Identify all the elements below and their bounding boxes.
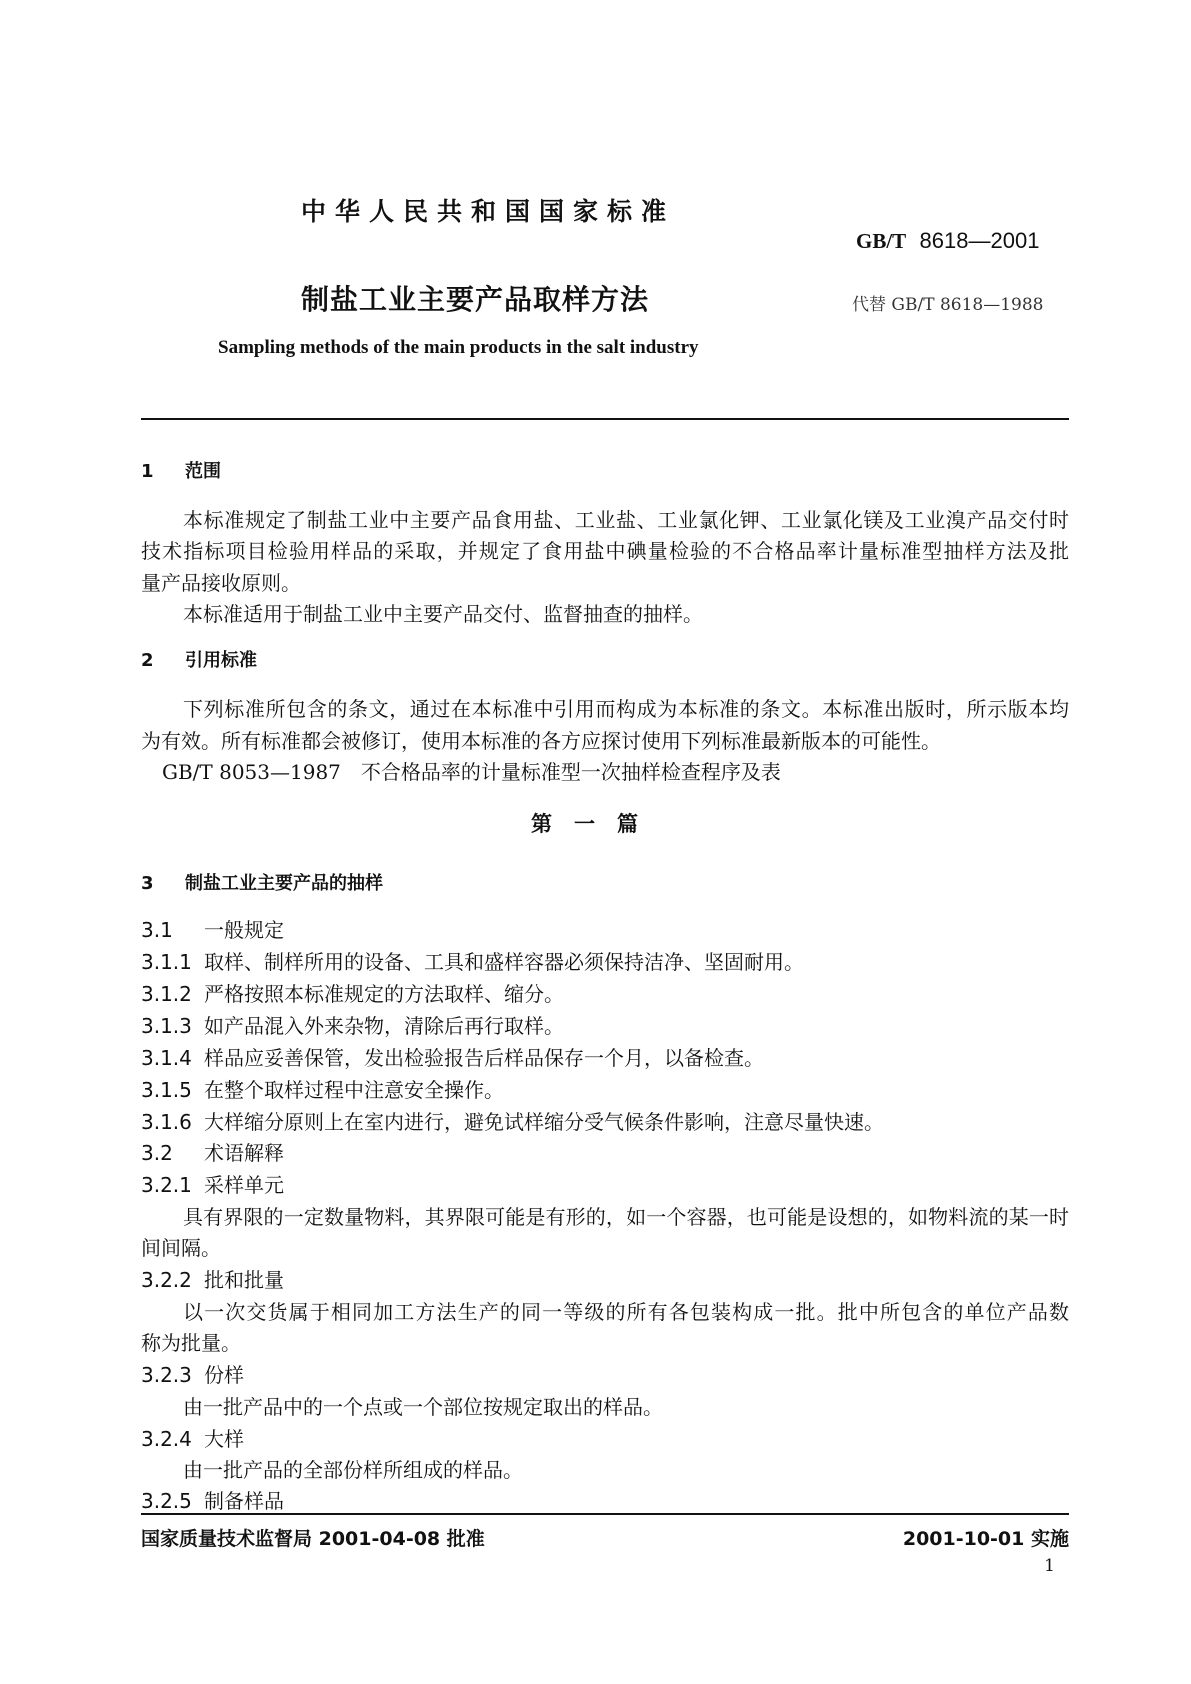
clause-item: 3.2 术语解释 <box>141 1141 284 1165</box>
national-standard-title: 中华人民共和国国家标准 <box>301 197 676 226</box>
clause-item: 3.1.4 样品应妥善保管，发出检验报告后样品保存一个月，以备检查。 <box>141 1046 764 1070</box>
page-number: 1 <box>1044 1556 1055 1576</box>
paragraph-line: 由一批产品中的一个点或一个部位按规定取出的样品。 <box>183 1395 663 1419</box>
reference-standard: GB/T 8053—1987 不合格品率的计量标准型一次抽样检查程序及表 <box>162 760 781 784</box>
paragraph-line: 称为批量。 <box>141 1331 241 1355</box>
clause-item: 3.1.3 如产品混入外来杂物，清除后再行取样。 <box>141 1014 564 1038</box>
approval-date: 国家质量技术监督局 2001-04-08 批准 <box>141 1528 485 1550</box>
section-1-heading: 1 范围 <box>141 461 221 482</box>
clause-item: 3.2.4 大样 <box>141 1427 244 1451</box>
paragraph-line: 本标准规定了制盐工业中主要产品食用盐、工业盐、工业氯化钾、工业氯化镁及工业溴产品交付时 <box>183 508 1069 532</box>
part-heading: 第一篇 <box>531 812 660 836</box>
clause-item: 3.1.6 大样缩分原则上在室内进行，避免试样缩分受气候条件影响，注意尽量快速。 <box>141 1110 884 1134</box>
paragraph-line: 技术指标项目检验用样品的采取，并规定了食用盐中碘量检验的不合格品率计量标准型抽样方法及批 <box>141 539 1069 563</box>
paragraph-line: 间间隔。 <box>141 1236 221 1260</box>
standard-code <box>856 228 1039 254</box>
replaces-note: 代替 GB/T 8618—1988 <box>852 295 1044 315</box>
clause-item: 3.2.1 采样单元 <box>141 1173 284 1197</box>
clause-item: 3.2.3 份样 <box>141 1363 244 1387</box>
paragraph-line: 下列标准所包含的条文，通过在本标准中引用而构成为本标准的条文。本标准出版时，所示版本均 <box>183 697 1069 721</box>
clause-item: 3.1.5 在整个取样过程中注意安全操作。 <box>141 1078 504 1102</box>
code-number: 8618—2001 <box>919 228 1040 253</box>
clause-item: 3.1.1 取样、制样所用的设备、工具和盛样容器必须保持洁净、坚固耐用。 <box>141 950 804 974</box>
clause-item: 3.1.2 严格按照本标准规定的方法取样、缩分。 <box>141 982 564 1006</box>
code-prefix: GB/T <box>856 229 907 253</box>
section-2-heading: 2 引用标准 <box>141 650 257 671</box>
paragraph-line: 由一批产品的全部份样所组成的样品。 <box>183 1458 523 1482</box>
english-title: Sampling methods of the main products in the salt industry <box>218 337 699 358</box>
section-3-heading: 3 制盐工业主要产品的抽样 <box>141 873 383 894</box>
paragraph-line: 量产品接收原则。 <box>141 571 301 595</box>
paragraph-line: 以一次交货属于相同加工方法生产的同一等级的所有各包装构成一批。批中所包含的单位产品数 <box>183 1300 1069 1324</box>
paragraph-line: 本标准适用于制盐工业中主要产品交付、监督抽查的抽样。 <box>183 602 703 626</box>
footer-divider <box>141 1513 1069 1515</box>
clause-item: 3.2.2 批和批量 <box>141 1268 284 1292</box>
clause-item: 3.2.5 制备样品 <box>141 1489 284 1513</box>
header-divider <box>141 418 1069 420</box>
clause-item: 3.1 一般规定 <box>141 918 284 942</box>
document-title: 制盐工业主要产品取样方法 <box>301 283 650 316</box>
paragraph-line: 为有效。所有标准都会被修订，使用本标准的各方应探讨使用下列标准最新版本的可能性。 <box>141 729 941 753</box>
effective-date: 2001-10-01 实施 <box>902 1528 1069 1550</box>
paragraph-line: 具有界限的一定数量物料，其界限可能是有形的，如一个容器，也可能是设想的，如物料流的某一时 <box>183 1205 1069 1229</box>
